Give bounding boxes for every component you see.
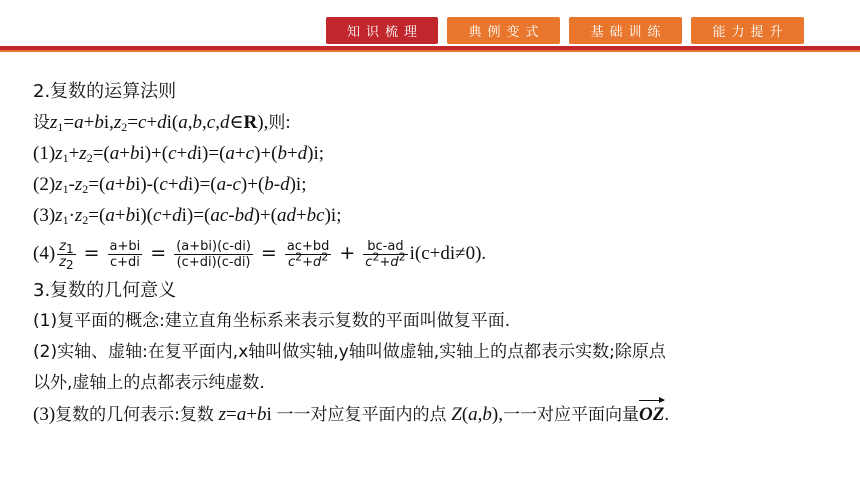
fraction-numerator: (a+bi)(c-di) — [176, 239, 251, 255]
fraction-conjugate — [174, 239, 253, 270]
top-nav — [326, 17, 804, 44]
fraction-numerator: bc-ad — [363, 239, 407, 255]
header-divider-accent — [0, 50, 860, 52]
tab-examples[interactable]: 典例变式 — [447, 17, 560, 44]
fraction-z1-over-z2 — [57, 239, 75, 273]
fraction-denominator: $c^2+d^2$ — [287, 250, 329, 271]
fraction-denominator: (c+di)(c-di) — [176, 255, 251, 271]
vector-oz: OZ — [639, 399, 664, 430]
geometry-item-representation: (3)复数的几何表示:复数 z=a+bi 一一对应复平面内的点 Z(a,b),一一对应平面向量OZ. — [33, 399, 843, 430]
fraction-denominator: c+di — [109, 255, 140, 271]
fraction-numerator: $z_1$ — [59, 239, 74, 257]
fraction-denominator: $c^2+d^2$ — [365, 250, 406, 271]
rule-division: (4) $\frac{z_1}{z_2}$ = $\frac{a+bi}{c+di}$ = $\frac{(a+bi)(c-di)}{(c+di)(c-di)}$ = $\frac{ac+bd}{c^2+d^2}$ + $\frac{bc-ad}{c^2+d^2}$ i(c+di≠0). — [33, 239, 487, 273]
rule-division-suffix: i(c+di≠0). — [409, 243, 487, 264]
rule-addition: $(1)z_1+z_2=(a+bi)+(c+di)=(a+c)+(b+d)i$; — [33, 143, 325, 165]
tab-knowledge-summary[interactable]: 知识梳理 — [326, 17, 438, 44]
tab-basic-training[interactable]: 基础训练 — [569, 17, 682, 44]
operations-intro: 设$z_1=a+bi,z_2=c+di(a,b,c,d\in R)$,则: — [33, 112, 291, 134]
geometry-item-axes-line2: 以外,虚轴上的点都表示纯虚数. — [33, 373, 265, 393]
geometry-item-axes-line1: (2)实轴、虚轴:在复平面内,x轴叫做实轴,y轴叫做虚轴,实轴上的点都表示实数;除原点 — [33, 342, 666, 362]
rule-multiplication: $(3)z_1\cdot z_2=(a+bi)(c+di)=(ac-bd)+(ad+bc)i$; — [33, 205, 342, 227]
lesson-content — [33, 76, 843, 430]
section-heading-geometry: 3.复数的几何意义 — [33, 280, 177, 301]
fraction-real-part — [285, 239, 332, 270]
fraction-imaginary-part — [363, 239, 407, 270]
fraction-original — [108, 239, 143, 270]
fraction-denominator: $z_2$ — [59, 255, 74, 273]
tab-ability-improvement[interactable]: 能力提升 — [691, 17, 804, 44]
rule-subtraction: $(2)z_1-z_2=(a+bi)-(c+di)=(a-c)+(b-d)i$; — [33, 174, 307, 196]
fraction-numerator: a+bi — [109, 239, 141, 255]
geometry-item-complex-plane: (1)复平面的概念:建立直角坐标系来表示复数的平面叫做复平面. — [33, 311, 511, 331]
fraction-numerator: ac+bd — [286, 239, 330, 255]
section-heading-operations: 2.复数的运算法则 — [33, 81, 177, 102]
rule-division-prefix: (4) — [33, 243, 56, 264]
